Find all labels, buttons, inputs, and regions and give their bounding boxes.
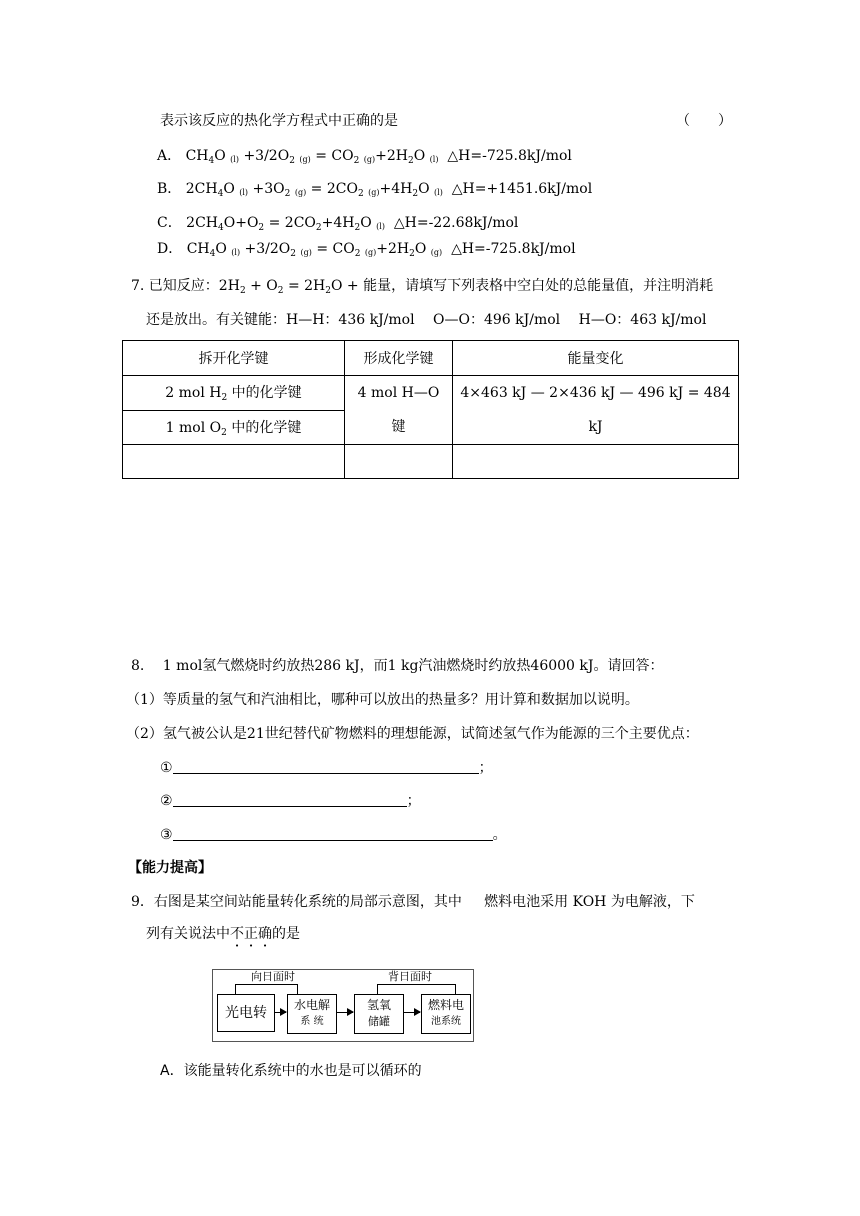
table-cell-empty[interactable] xyxy=(123,445,345,479)
q7-stem-line1: 7. 已知反应：$2H_2 + O_2 = 2H_2O$ + 能量，请填写下列表格中空白处的总能量值，并注明消耗 xyxy=(131,278,714,296)
answer-line-3[interactable] xyxy=(173,826,493,841)
q8-blank-2: ② ； xyxy=(160,793,421,809)
q8-sub2: （2）氢气被公认是21世纪替代矿物燃料的理想能源，试简述氢气作为能源的三个主要优点： xyxy=(126,726,699,742)
q8-stem: 8. 1 mol氢气燃烧时约放热286 kJ，而1 kg汽油燃烧时约放热46000 kJ。请回答： xyxy=(131,658,664,674)
table-header: 能量变化 xyxy=(453,341,739,376)
photoelectric-box: 光电转 xyxy=(217,994,275,1032)
table-row xyxy=(123,376,739,411)
q6-option-d: D． $CH_4O$ $_{(l)} +3/2O_2$ $_{(g)} = CO_2$ $_{(g)}+2H_2O$ $_{(g)}$ △H=-725.8kJ/mol xyxy=(157,241,576,259)
q7-stem-line2: 还是放出。有关键能：H—H：436 kJ/mol O—O：496 kJ/mol H—O：463 kJ/mol xyxy=(146,312,707,328)
q9-option-a: A．该能量转化系统中的水也是可以循环的 xyxy=(160,1063,422,1079)
fuel-cell-box: 燃料电 池系统 xyxy=(421,994,471,1034)
label-day-side: 向日面时 xyxy=(251,970,295,983)
q6-option-b: B． $2CH_4O$ $_{(l)} +3O_2$ $_{(g)} = 2CO_2$ $_{(g)}+4H_2O$ $_{(l)}$ △H=+1451.6kJ/mol xyxy=(157,181,593,199)
table-cell-empty[interactable] xyxy=(345,445,453,479)
q6-option-c: C． $2CH_4O+O_2 = 2CO_2+4H_2O$ $_{(l)}$ △H=-22.68kJ/mol xyxy=(157,215,519,233)
answer-line-2[interactable] xyxy=(173,792,407,807)
table-cell-empty[interactable] xyxy=(453,445,739,479)
q6-stem: 表示该反应的热化学方程式中正确的是 xyxy=(160,113,398,129)
label-night-side: 背日面时 xyxy=(388,970,432,983)
answer-line-1[interactable] xyxy=(173,759,479,774)
q6-option-a: A． $CH_4O$ $_{(l)} +3/2O_2$ $_{(g)} = CO_2$ $_{(g)}+2H_2O$ $_{(l)}$ △H=-725.8kJ/mol xyxy=(157,148,572,166)
table-cell-break-h2: 2 mol $H_2$ 中的化学键 xyxy=(123,376,345,411)
section-heading: 【能力提高】 xyxy=(128,860,212,876)
h2-o2-tank-box: 氢氧 储罐 xyxy=(354,994,404,1034)
table-row-empty xyxy=(123,445,739,479)
electrolysis-box: 水电解 系 统 xyxy=(287,994,337,1034)
q8-blank-3: ③ 。 xyxy=(160,827,507,843)
table-cell-break-o2: 1 mol $O_2$ 中的化学键 xyxy=(123,410,345,445)
q8-blank-1: ① ； xyxy=(160,760,493,776)
energy-system-diagram xyxy=(212,969,474,1042)
q9-stem-line1: 9．右图是某空间站能量转化系统的局部示意图，其中 燃料电池采用 KOH 为电解液，下 xyxy=(131,894,695,910)
table-header: 拆开化学键 xyxy=(123,341,345,376)
table-header-row xyxy=(123,341,739,376)
table-header: 形成化学键 xyxy=(345,341,453,376)
q9-stem-line2: 列有关说法中不正确的是 xyxy=(146,926,300,942)
energy-table xyxy=(122,340,739,479)
table-cell-form-ho: 4 mol H—O 键 xyxy=(345,376,453,445)
table-cell-energy-change: 4×463 kJ — 2×436 kJ — 496 kJ = 484 kJ xyxy=(453,376,739,445)
q8-sub1: （1）等质量的氢气和汽油相比，哪种可以放出的热量多？用计算和数据加以说明。 xyxy=(126,692,639,708)
q6-answer-paren: （ ） xyxy=(676,113,732,129)
